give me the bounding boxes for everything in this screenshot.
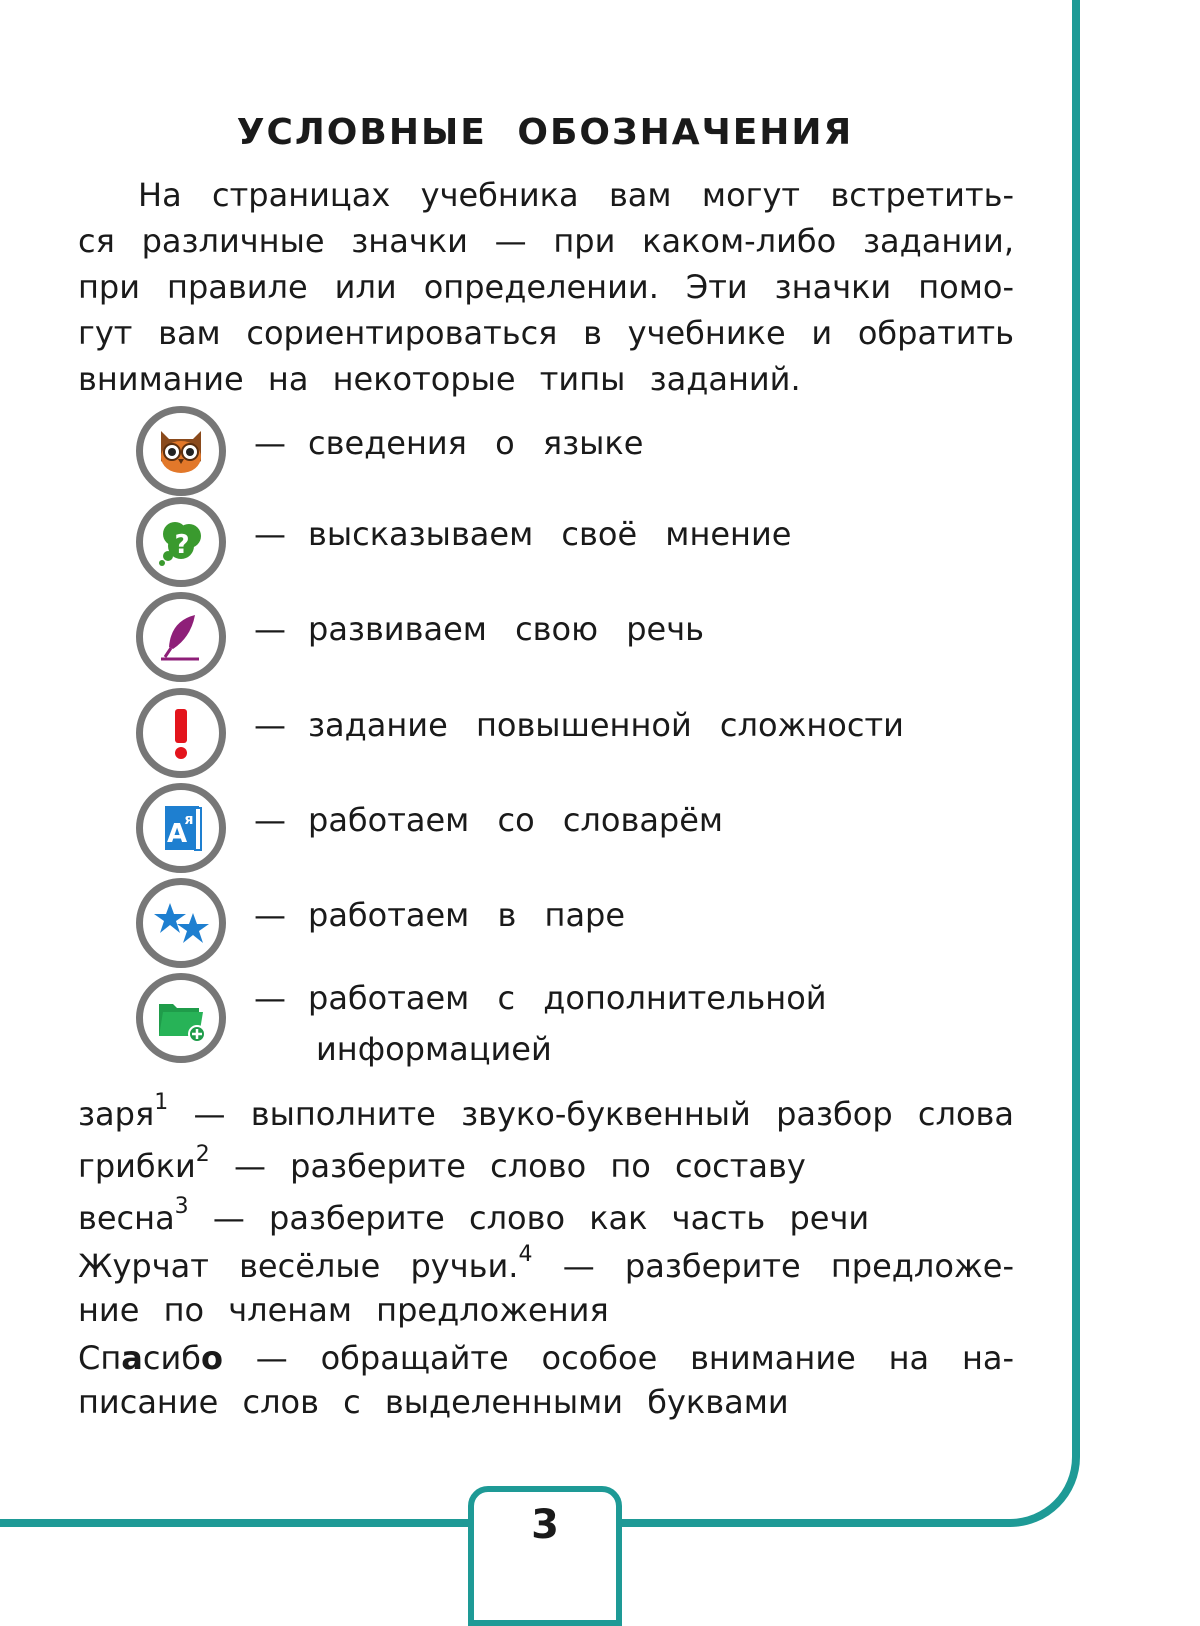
legend-dash: — [254,515,286,553]
legend-dash: — [254,424,286,462]
owl-icon [136,406,226,496]
highlighted-letter: о [200,1339,223,1377]
legend-label: работаем со словарём [308,801,724,839]
legend-dash: — [254,979,286,1017]
feather-pen-icon [136,592,226,682]
dictionary-book-icon [136,783,226,873]
page-title: УСЛОВНЫЕ ОБОЗНАЧЕНИЯ [236,112,854,153]
speech-question-icon [136,497,226,587]
legend-dash: — [254,896,286,934]
exclamation-icon [136,688,226,778]
term-line: грибки$^2$ — разберите слово по составу [78,1142,806,1185]
svg-text:?: ? [174,530,190,560]
legend-label: работаем в паре [308,896,626,934]
term-line: заря$^1$ — выполните звуко-буквенный разбор слова [78,1090,1015,1133]
legend-dash: — [254,706,286,744]
intro-line: ся различные значки — при каком-либо задании, [78,222,1014,260]
term-line: Спасибо — обращайте особое внимание на на- [78,1339,1015,1377]
intro-paragraph [78,172,1014,402]
legend-label: развиваем свою речь [308,610,704,648]
svg-text:я: я [184,812,194,828]
terms-list [78,1090,1014,1426]
term-line: весна$^3$ — разберите слово как часть речи [78,1194,870,1237]
legend-label: высказываем своё мнение [308,515,792,553]
intro-line: На страницах учебника вам могут встретить- [138,176,1014,214]
term-line: писание слов с выделенными буквами [78,1383,789,1421]
page-number: 3 [468,1486,622,1626]
intro-line: при правиле или определении. Эти значки помо- [78,268,1014,306]
svg-text:A: A [166,819,188,849]
legend-dash: — [254,801,286,839]
legend-label: задание повышенной сложности [308,706,904,744]
legend-label: информацией [316,1030,552,1068]
intro-line: внимание на некоторые типы заданий. [78,360,801,398]
term-line: ние по членам предложения [78,1291,609,1329]
two-stars-icon [136,878,226,968]
term-line: Журчат весёлые ручьи.$^4$ — разберите предложе- [78,1242,1015,1285]
legend-dash: — [254,610,286,648]
highlighted-letter: а [121,1339,143,1377]
folder-plus-icon [136,973,226,1063]
legend-label: работаем с дополнительной [308,979,827,1017]
legend-label: сведения о языке [308,424,644,462]
intro-line: гут вам сориентироваться в учебнике и обратить [78,314,1014,352]
